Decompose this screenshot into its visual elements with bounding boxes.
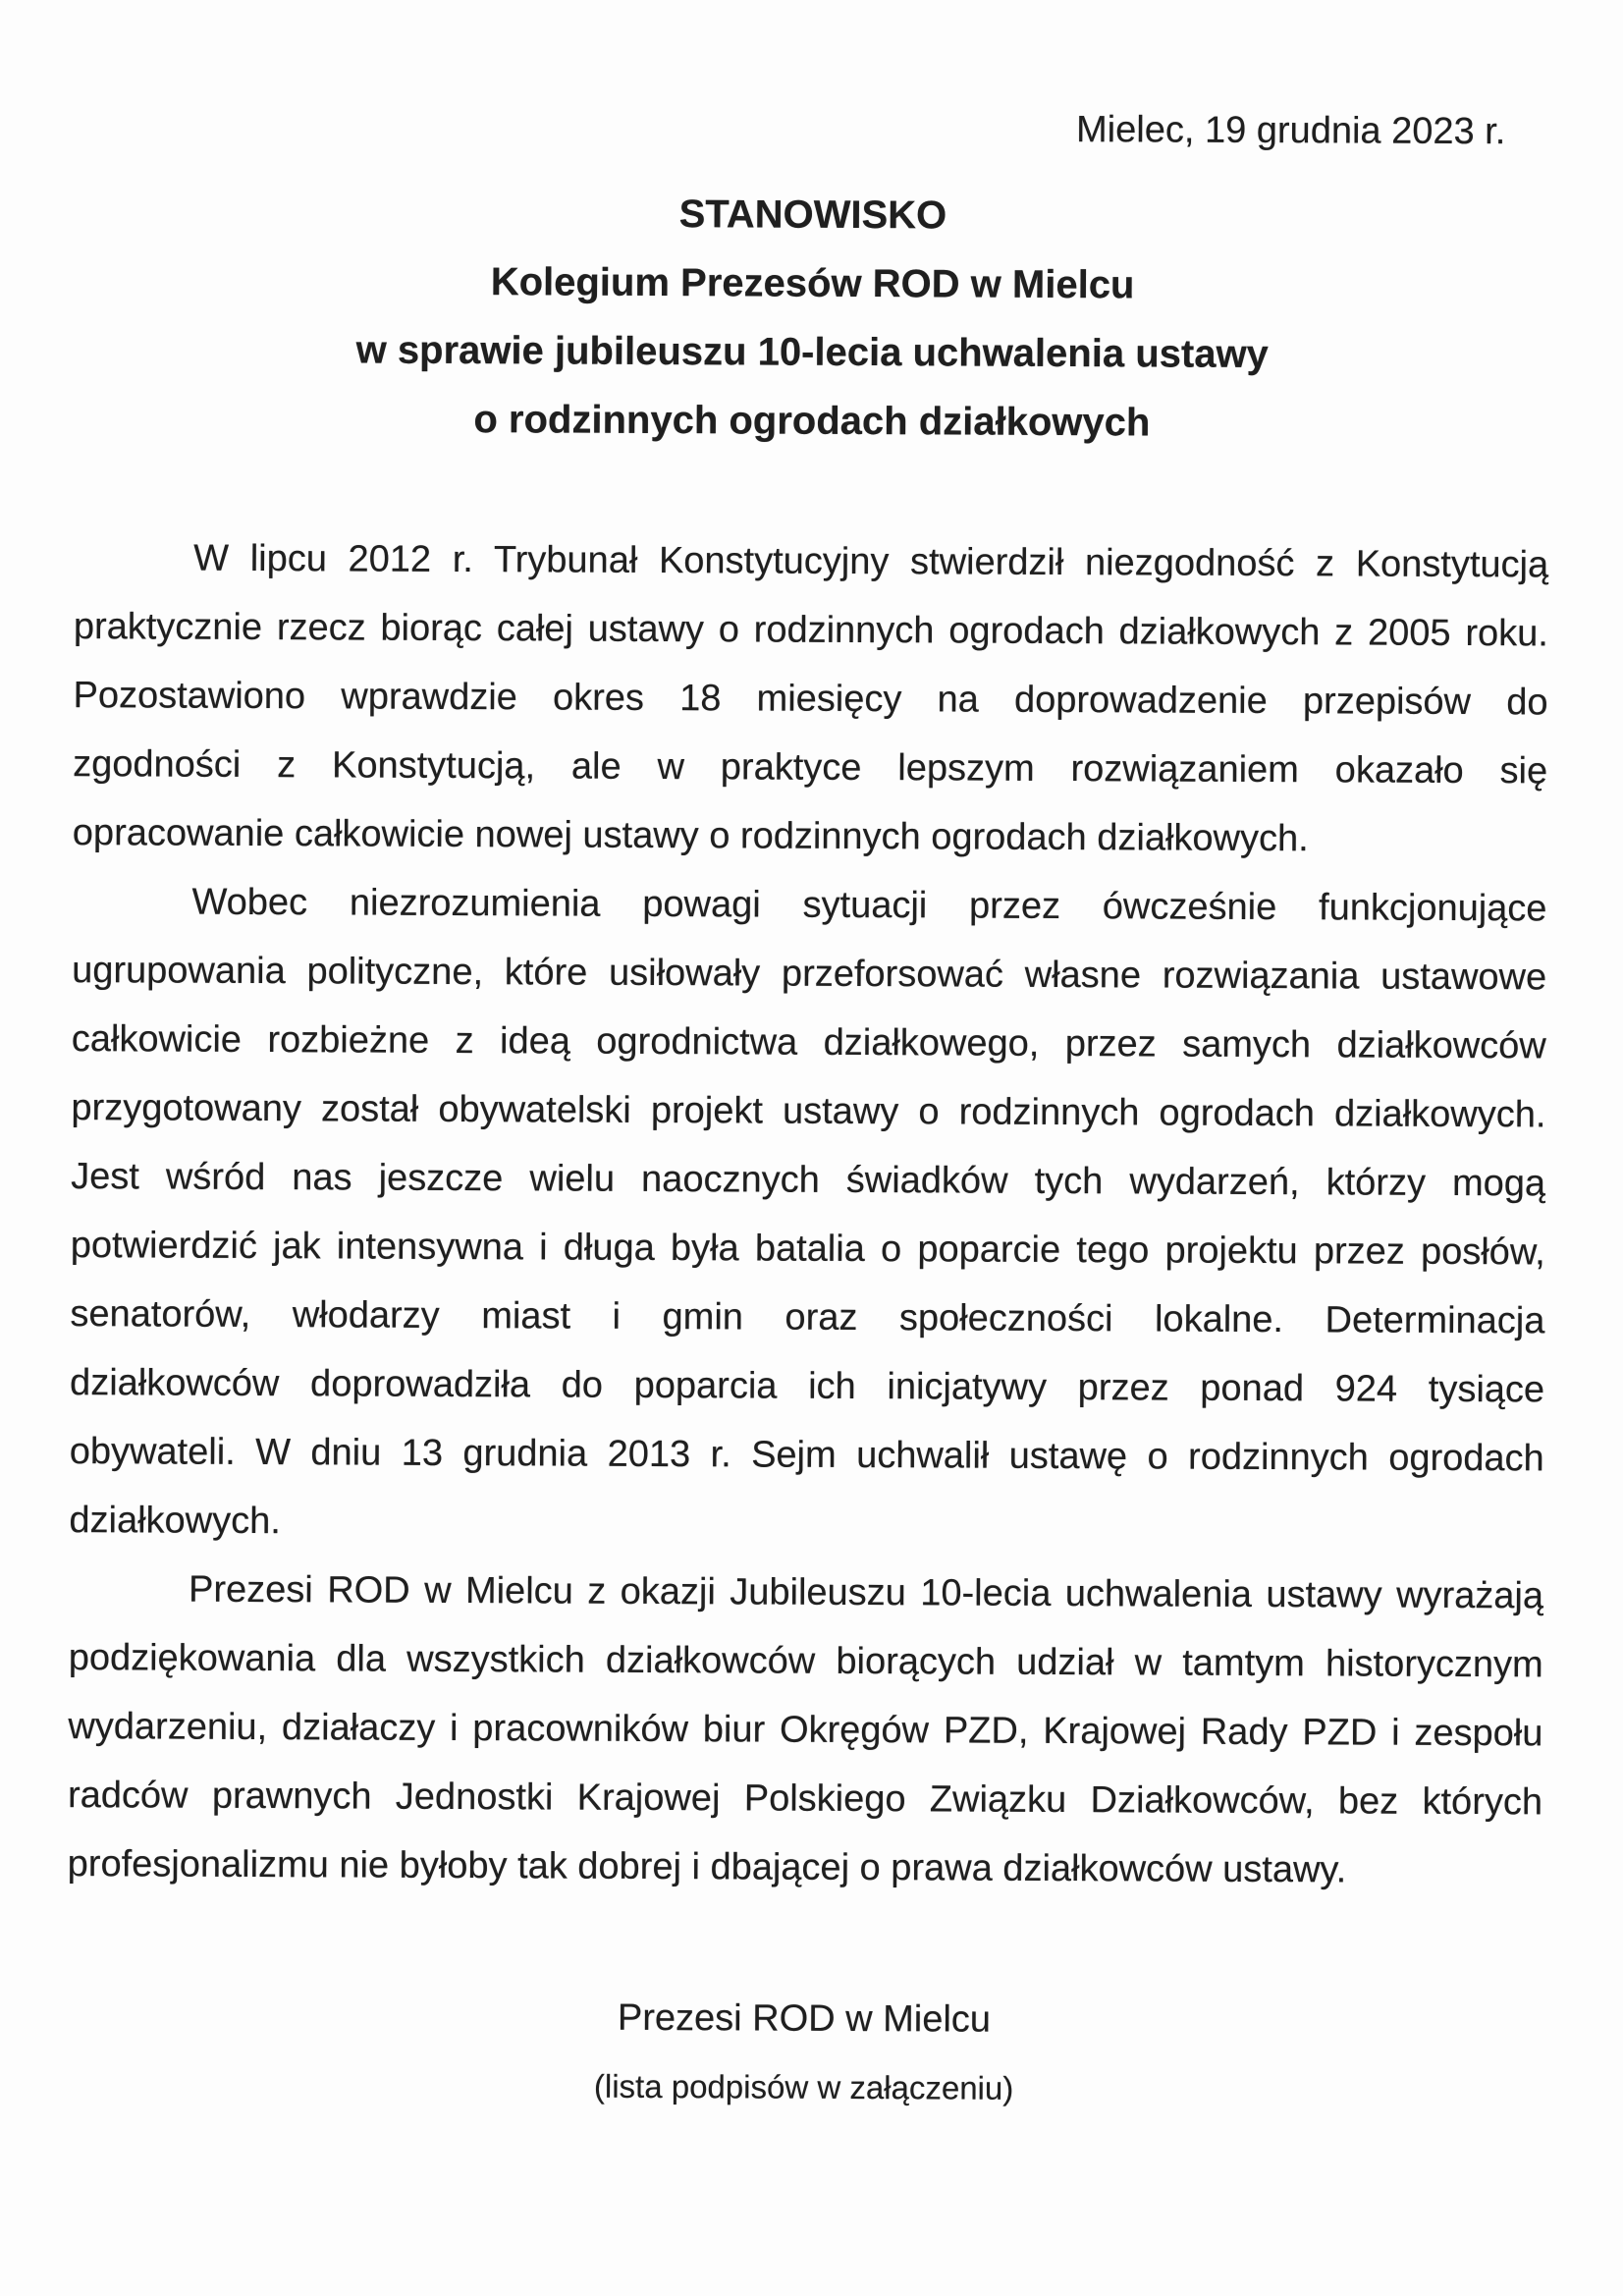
body-line: wydarzeniu, działaczy i pracowników biur Okręgów PZD, Krajowej Rady PZD i zespołu	[68, 1706, 1543, 1755]
subtitle-line-3: o rodzinnych ogrodach działkowych	[473, 398, 1151, 445]
body-line: ugrupowania polityczne, które usiłowały przeforsować własne rozwiązania ustawowe	[72, 950, 1547, 999]
body-line: całkowicie rozbieżne z ideą ogrodnictwa działkowego, przez samych działkowców	[71, 1018, 1546, 1067]
body-line: działkowców doprowadziła do poparcia ich inicjatywy przez ponad 924 tysiące	[70, 1362, 1545, 1411]
body-line: radców prawnych Jednostki Krajowej Polskiego Związku Działkowców, bez których	[67, 1775, 1543, 1824]
signature: Prezesi ROD w Mielcu	[617, 1996, 992, 2041]
body-line: Pozostawiono wprawdzie okres 18 miesięcy na doprowadzenie przepisów do	[73, 675, 1548, 724]
subtitle-line-1: Kolegium Prezesów ROD w Mielcu	[490, 260, 1135, 307]
body-line: zgodności z Konstytucją, ale w praktyce lepszym rozwiązaniem okazało się	[73, 743, 1548, 793]
body-line: Wobec niezrozumienia powagi sytuacji przez ówcześnie funkcjonujące	[191, 881, 1547, 930]
body-line: senatorów, włodarzy miast i gmin oraz społeczności lokalne. Determinacja	[70, 1293, 1545, 1342]
body-line: Prezesi ROD w Mielcu z okazji Jubileuszu 10-lecia uchwalenia ustawy wyrażają	[188, 1568, 1544, 1617]
body-line: podziękowania dla wszystkich działkowców biorących udział w tamtym historycznym	[68, 1637, 1543, 1686]
date-line: Mielec, 19 grudnia 2023 r.	[1075, 109, 1506, 153]
document-title: STANOWISKO	[678, 192, 947, 238]
body-line: opracowanie całkowicie nowej ustawy o rodzinnych ogrodach działkowych.	[72, 812, 1309, 860]
signature-note: (lista podpisów w załączeniu)	[593, 2067, 1014, 2106]
body-line: profesjonalizmu nie byłoby tak dobrej i dbającej o prawa działkowców ustawy.	[67, 1843, 1347, 1891]
body-line: potwierdzić jak intensywna i długa była batalia o poparcie tego projektu przez posłów,	[70, 1225, 1545, 1274]
body-line: W lipcu 2012 r. Trybunał Konstytucyjny stwierdził niezgodność z Konstytucją	[193, 537, 1549, 586]
subtitle-line-2: w sprawie jubileuszu 10-lecia uchwalenia ustawy	[355, 328, 1269, 377]
body-line: przygotowany został obywatelski projekt ustawy o rodzinnych ogrodach działkowych.	[71, 1087, 1546, 1136]
body-line: działkowych.	[69, 1500, 281, 1543]
body-line: Jest wśród nas jeszcze wielu naocznych świadków tych wydarzeń, którzy mogą	[71, 1156, 1546, 1205]
body-line: praktycznie rzecz biorąc całej ustawy o rodzinnych ogrodach działkowych z 2005 roku.	[73, 606, 1548, 655]
body-line: obywateli. W dniu 13 grudnia 2013 r. Sejm uchwalił ustawę o rodzinnych ogrodach	[69, 1431, 1544, 1480]
document-body	[68, 523, 1549, 1905]
document-heading	[75, 177, 1550, 459]
signature-block	[66, 1981, 1542, 2125]
